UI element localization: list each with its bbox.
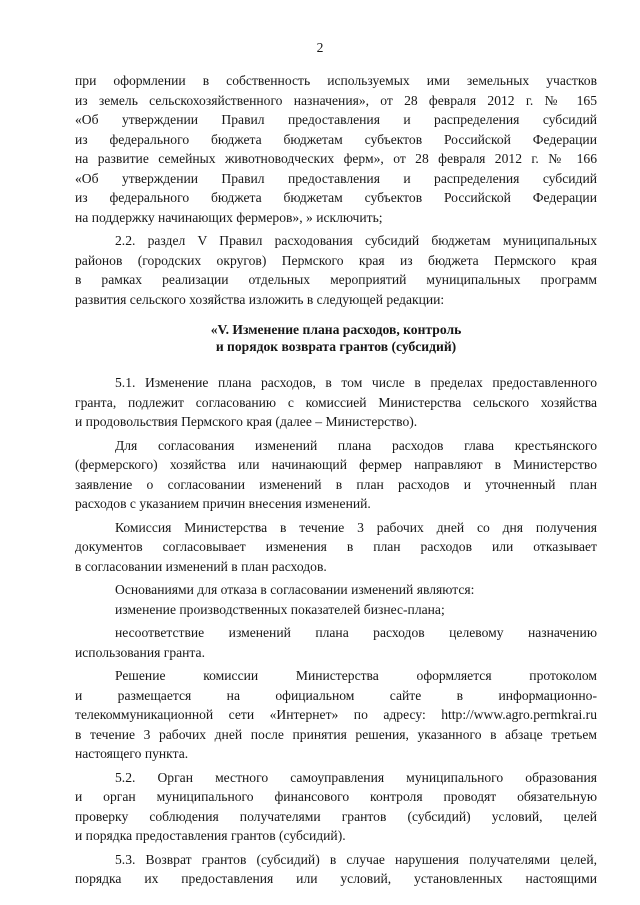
page-number: 2 bbox=[316, 40, 324, 55]
section-heading-line-1: «V. Изменение плана расходов, контроль bbox=[210, 322, 462, 337]
paragraph-5-3 bbox=[75, 850, 597, 889]
paragraph-2-2 bbox=[75, 231, 597, 309]
document-body bbox=[75, 71, 597, 889]
text-line: и порядка предоставления грантов (субсидий). bbox=[75, 828, 346, 843]
text-line: несоответствие изменений плана расходов целевому назначению bbox=[115, 625, 597, 640]
text-line: изменение производственных показателей бизнес-плана; bbox=[115, 601, 445, 617]
text-line: «Об утверждении Правил предоставления и распределения субсидий bbox=[75, 170, 597, 186]
text-line: развития сельского хозяйства изложить в следующей редакции: bbox=[75, 291, 445, 307]
section-heading-line-2: и порядок возврата грантов (субсидий) bbox=[215, 339, 457, 354]
text-line: в согласовании изменений в план расходов. bbox=[75, 558, 327, 574]
text-line: расходов с указанием причин внесения изменений. bbox=[75, 496, 371, 511]
paragraph-refusal-grounds bbox=[75, 580, 597, 600]
text-line: и размещается на официальном сайте в информационно- bbox=[75, 687, 597, 703]
text-line: Решение комиссии Министерства оформляется протоколом bbox=[115, 668, 597, 683]
text-line: из федерального бюджета бюджетам субъектов Российской Федерации bbox=[75, 131, 597, 147]
paragraph-ground-1 bbox=[75, 600, 597, 620]
text-line: в рамках реализации отдельных мероприятий муниципальных программ bbox=[75, 272, 597, 287]
paragraph-decision bbox=[75, 666, 597, 764]
text-line: 5.3. Возврат грантов (субсидий) в случае нарушения получателями целей, bbox=[115, 851, 597, 867]
paragraph-continuation bbox=[75, 71, 597, 227]
text-line: районов (городских округов) Пермского края из бюджета Пермского края bbox=[75, 252, 597, 268]
text-line: в течение 3 рабочих дней после принятия решения, указанного в абзаце третьем bbox=[75, 726, 597, 742]
text-line: использования гранта. bbox=[75, 644, 205, 660]
text-line: (фермерского) хозяйства или начинающий фермер направляют в Министерство bbox=[75, 457, 597, 472]
text-line: на поддержку начинающих фермеров», » исключить; bbox=[75, 209, 383, 225]
paragraph-ground-2 bbox=[75, 623, 597, 662]
text-line: «Об утверждении Правил предоставления и распределения субсидий bbox=[75, 112, 597, 127]
text-line: гранта, подлежит согласованию с комиссией Министерства сельского хозяйства bbox=[75, 394, 597, 410]
text-line: документов согласовывает изменения в план расходов или отказывает bbox=[75, 539, 597, 554]
text-line: из федерального бюджета бюджетам субъектов Российской Федерации bbox=[75, 190, 597, 205]
text-line: Основаниями для отказа в согласовании изменений являются: bbox=[115, 582, 475, 597]
text-line: и продовольствия Пермского края (далее – Министерство). bbox=[75, 414, 418, 429]
text-line: Для согласования изменений плана расходов глава крестьянского bbox=[115, 437, 597, 453]
text-line: 5.2. Орган местного самоуправления муниципального образования bbox=[115, 769, 597, 785]
text-line: настоящего пункта. bbox=[75, 746, 189, 761]
text-line: 5.1. Изменение плана расходов, в том числе в пределах предоставленного bbox=[115, 375, 597, 390]
section-heading bbox=[75, 321, 597, 355]
text-line: 2.2. раздел V Правил расходования субсидий бюджетам муниципальных bbox=[115, 233, 597, 248]
text-line: порядка их предоставления или условий, установленных настоящими bbox=[75, 871, 597, 886]
text-line: заявление о согласовании изменений в план расходов и уточненный план bbox=[75, 476, 597, 492]
text-line: на развитие семейных животноводческих ферм», от 28 февраля 2012 г. № 166 bbox=[75, 151, 597, 166]
text-line: телекоммуникационной сети «Интернет» по адресу: http://www.agro.permkrai.ru bbox=[75, 707, 597, 722]
paragraph-5-2 bbox=[75, 768, 597, 846]
text-line: проверку соблюдения получателями грантов (субсидий) условий, целей bbox=[75, 808, 597, 824]
text-line: при оформлении в собственность используемых ими земельных участков bbox=[75, 73, 597, 88]
text-line: Комиссия Министерства в течение 3 рабочих дней со дня получения bbox=[115, 519, 597, 535]
paragraph-approval-request bbox=[75, 436, 597, 514]
text-line: из земель сельскохозяйственного назначения», от 28 февраля 2012 г. № 165 bbox=[75, 92, 597, 108]
paragraph-5-1 bbox=[75, 373, 597, 432]
text-line: и орган муниципального финансового контроля проводят обязательную bbox=[75, 789, 597, 804]
paragraph-commission bbox=[75, 518, 597, 577]
